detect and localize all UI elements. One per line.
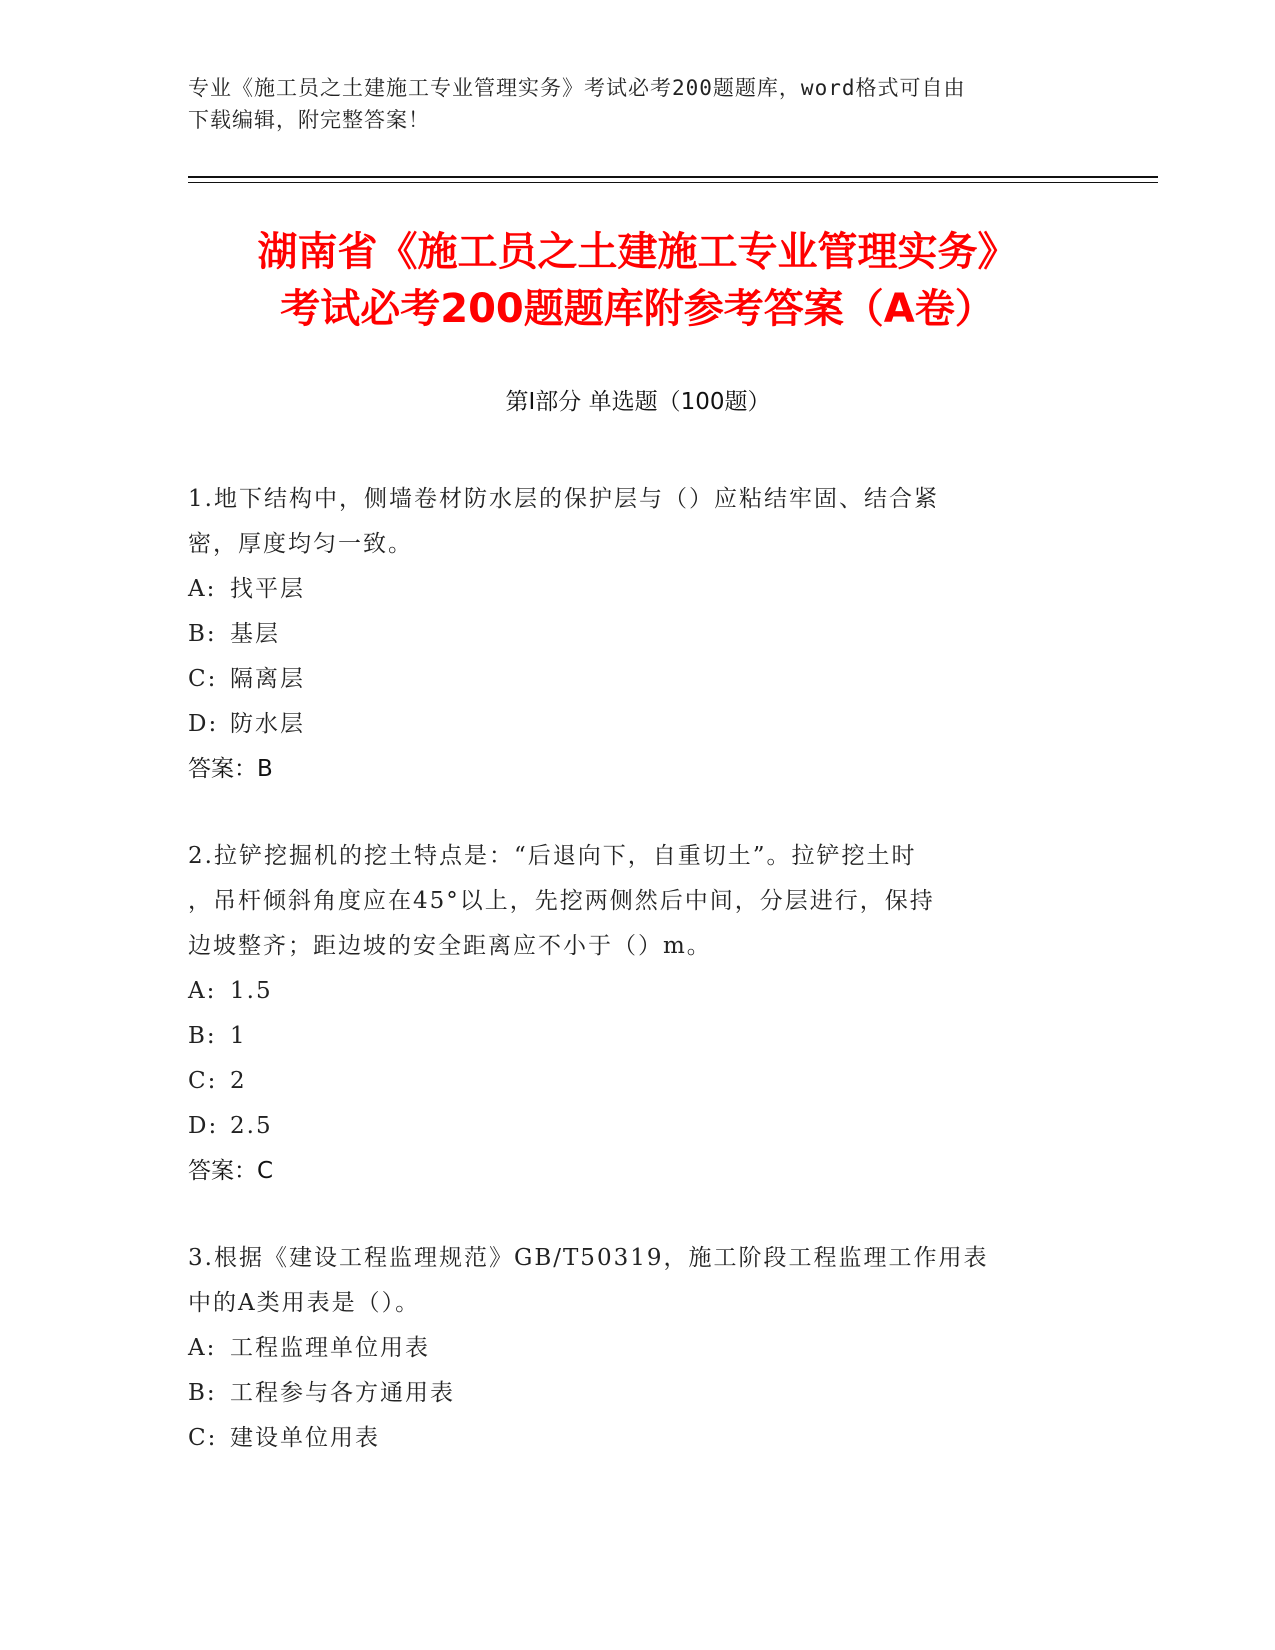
option-text: 建设单位用表 <box>230 1425 380 1451</box>
header-note-line-1: 专业《施工员之土建施工专业管理实务》考试必考200题题库，word格式可自由 <box>188 76 966 100</box>
option-letter: C: <box>188 1068 218 1094</box>
option-text: 隔离层 <box>230 666 305 692</box>
question-stem-line: 1.地下结构中，侧墙卷材防水层的保护层与（）应粘结牢固、结合紧 <box>188 486 939 512</box>
header-note <box>188 72 1088 136</box>
option-letter: A: <box>188 576 217 602</box>
question-option <box>188 1014 1088 1059</box>
question-option <box>188 969 1088 1014</box>
question-option <box>188 1326 1088 1371</box>
option-text: 2 <box>230 1068 247 1094</box>
header-divider-thick <box>188 176 1158 178</box>
option-letter: B: <box>188 1380 217 1406</box>
question-option <box>188 1059 1088 1104</box>
question-option <box>188 1371 1088 1416</box>
question-option <box>188 1104 1088 1149</box>
option-text: 1.5 <box>230 978 273 1004</box>
question-3 <box>188 1236 1088 1461</box>
option-letter: D: <box>188 1113 219 1139</box>
question-stem-line: 边坡整齐；距边坡的安全距离应不小于（）m。 <box>188 933 712 959</box>
question-stem-line: 3.根据《建设工程监理规范》GB/T50319，施工阶段工程监理工作用表 <box>188 1245 989 1271</box>
question-option <box>188 1416 1088 1461</box>
header-divider-thin <box>188 182 1158 183</box>
option-letter: C: <box>188 666 218 692</box>
header-note-line-2: 下载编辑，附完整答案！ <box>188 108 430 132</box>
question-stem-line: 2.拉铲挖掘机的挖土特点是：“后退向下，自重切土”。拉铲挖土时 <box>188 843 917 869</box>
question-answer: 答案：B <box>188 756 273 782</box>
option-letter: A: <box>188 978 217 1004</box>
question-answer: 答案：C <box>188 1158 274 1184</box>
question-2 <box>188 834 1088 1194</box>
question-option <box>188 612 1088 657</box>
option-text: 工程参与各方通用表 <box>230 1380 455 1406</box>
option-text: 防水层 <box>230 711 305 737</box>
option-text: 找平层 <box>230 576 305 602</box>
document-title-line-2: 考试必考200题题库附参考答案（A卷） <box>280 286 995 332</box>
question-stem-line: 密，厚度均匀一致。 <box>188 531 413 557</box>
option-letter: A: <box>188 1335 217 1361</box>
question-option <box>188 657 1088 702</box>
option-text: 2.5 <box>230 1113 273 1139</box>
question-1 <box>188 477 1088 792</box>
document-title <box>140 224 1135 338</box>
question-stem-line: 中的A类用表是（）。 <box>188 1290 421 1316</box>
option-letter: B: <box>188 1023 217 1049</box>
option-text: 基层 <box>230 621 280 647</box>
question-option <box>188 702 1088 747</box>
option-letter: D: <box>188 711 219 737</box>
option-letter: C: <box>188 1425 218 1451</box>
question-stem-line: ，吊杆倾斜角度应在45°以上，先挖两侧然后中间，分层进行，保持 <box>188 888 935 914</box>
question-option <box>188 567 1088 612</box>
section-title: 第Ⅰ部分 单选题（100题） <box>505 389 771 415</box>
question-list <box>188 477 1088 1503</box>
option-letter: B: <box>188 621 217 647</box>
option-text: 1 <box>230 1023 247 1049</box>
document-title-line-1: 湖南省《施工员之土建施工专业管理实务》 <box>257 229 1018 275</box>
option-text: 工程监理单位用表 <box>230 1335 430 1361</box>
